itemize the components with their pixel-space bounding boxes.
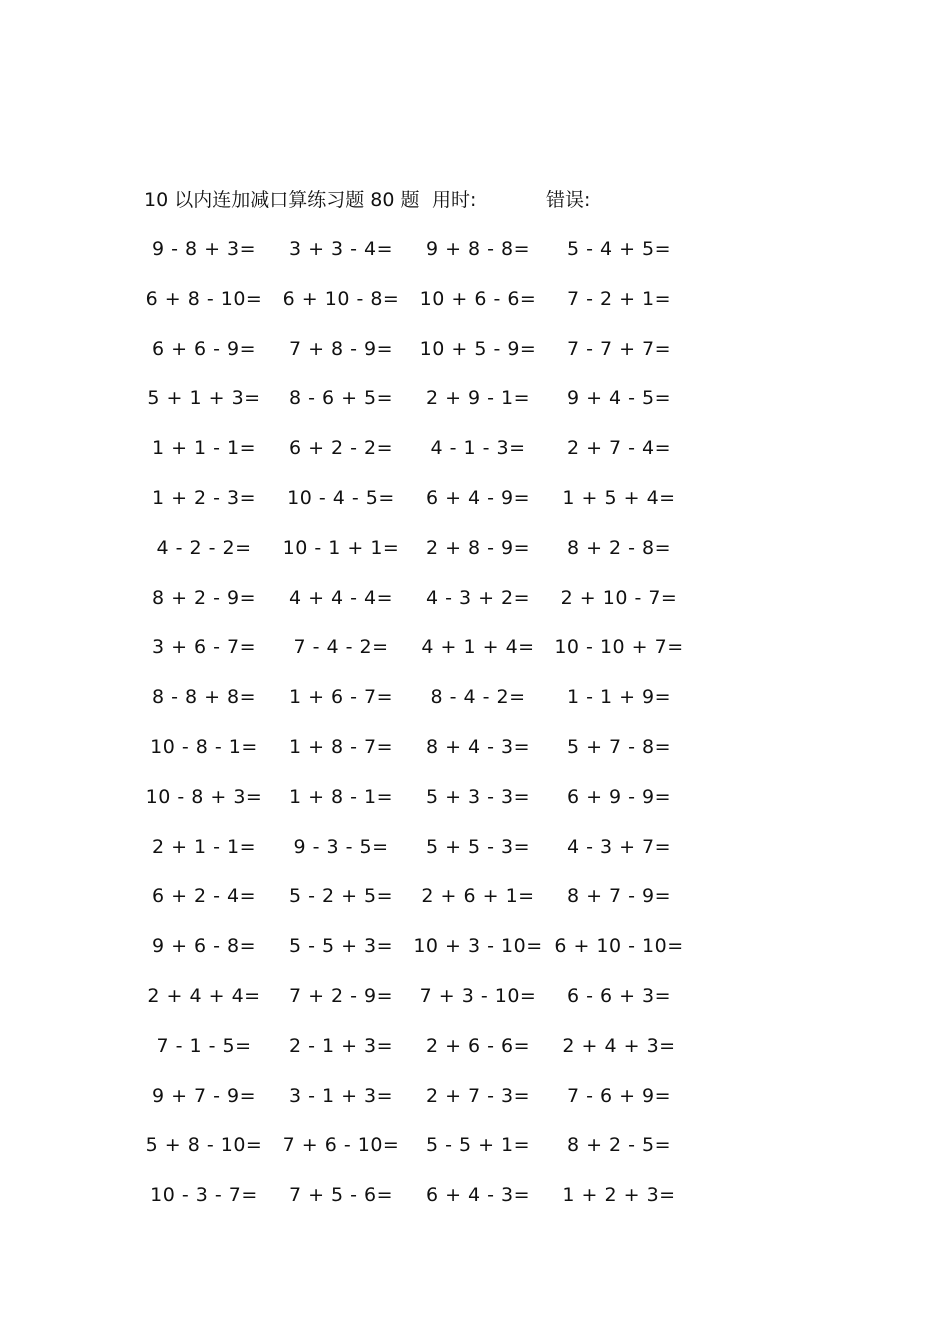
arithmetic-problem: 10 - 8 + 3= bbox=[145, 785, 263, 808]
arithmetic-problem: 10 + 3 - 10= bbox=[413, 935, 543, 958]
arithmetic-problem: 5 + 7 - 8= bbox=[566, 735, 672, 758]
arithmetic-problem: 9 + 8 - 8= bbox=[425, 238, 531, 260]
arithmetic-problem: 4 + 4 - 4= bbox=[288, 586, 394, 609]
arithmetic-problem: 8 - 6 + 5= bbox=[288, 387, 394, 410]
arithmetic-problem: 3 + 6 - 7= bbox=[151, 636, 257, 659]
problem-row bbox=[0, 1083, 950, 1133]
arithmetic-problem: 8 - 4 - 2= bbox=[430, 686, 526, 709]
problem-row bbox=[0, 1132, 950, 1182]
arithmetic-problem: 7 + 2 - 9= bbox=[288, 984, 394, 1007]
arithmetic-problem: 4 - 2 - 2= bbox=[156, 536, 252, 559]
arithmetic-problem: 8 + 7 - 9= bbox=[566, 885, 672, 908]
time-used-label: 用时: bbox=[432, 189, 477, 211]
arithmetic-problem: 8 + 2 - 8= bbox=[566, 536, 672, 559]
arithmetic-problem: 7 + 5 - 6= bbox=[288, 1184, 394, 1207]
arithmetic-problem: 6 + 10 - 8= bbox=[282, 287, 400, 310]
arithmetic-problem: 2 + 7 - 3= bbox=[425, 1084, 531, 1107]
arithmetic-problem: 9 + 6 - 8= bbox=[151, 935, 257, 958]
problem-row bbox=[0, 286, 950, 336]
arithmetic-problem: 8 + 2 - 9= bbox=[151, 586, 257, 609]
arithmetic-problem: 7 + 8 - 9= bbox=[288, 337, 394, 360]
arithmetic-problem: 2 + 8 - 9= bbox=[425, 536, 531, 559]
arithmetic-problem: 6 + 10 - 10= bbox=[554, 935, 684, 958]
problem-row bbox=[0, 535, 950, 585]
arithmetic-problem: 2 + 7 - 4= bbox=[566, 437, 672, 460]
arithmetic-problem: 6 + 4 - 3= bbox=[425, 1184, 531, 1207]
problem-row bbox=[0, 1033, 950, 1083]
arithmetic-problem: 6 + 2 - 4= bbox=[151, 885, 257, 908]
arithmetic-problem: 9 - 8 + 3= bbox=[151, 238, 257, 260]
arithmetic-problem: 5 - 4 + 5= bbox=[566, 238, 672, 260]
arithmetic-problem: 7 - 2 + 1= bbox=[566, 287, 672, 310]
problem-grid bbox=[0, 236, 950, 1232]
arithmetic-problem: 6 + 2 - 2= bbox=[288, 437, 394, 460]
arithmetic-problem: 7 - 1 - 5= bbox=[156, 1034, 252, 1057]
arithmetic-problem: 10 - 4 - 5= bbox=[287, 486, 395, 509]
problem-row bbox=[0, 435, 950, 485]
arithmetic-problem: 9 + 4 - 5= bbox=[566, 387, 672, 410]
arithmetic-problem: 10 - 3 - 7= bbox=[150, 1184, 258, 1207]
arithmetic-problem: 8 + 2 - 5= bbox=[566, 1134, 672, 1157]
arithmetic-problem: 6 + 6 - 9= bbox=[151, 337, 257, 360]
arithmetic-problem: 4 + 1 + 4= bbox=[421, 636, 535, 659]
arithmetic-problem: 1 + 6 - 7= bbox=[288, 686, 394, 709]
arithmetic-problem: 1 + 2 + 3= bbox=[562, 1184, 676, 1207]
arithmetic-problem: 1 - 1 + 9= bbox=[566, 686, 672, 709]
arithmetic-problem: 10 + 5 - 9= bbox=[419, 337, 537, 360]
arithmetic-problem: 10 - 8 - 1= bbox=[150, 735, 258, 758]
problem-row bbox=[0, 1182, 950, 1232]
arithmetic-problem: 9 + 7 - 9= bbox=[151, 1084, 257, 1107]
arithmetic-problem: 2 + 6 - 6= bbox=[425, 1034, 531, 1057]
problem-row bbox=[0, 784, 950, 834]
arithmetic-problem: 2 + 4 + 3= bbox=[562, 1034, 676, 1057]
problem-row bbox=[0, 883, 950, 933]
problem-row bbox=[0, 834, 950, 884]
problem-row bbox=[0, 933, 950, 983]
problem-row bbox=[0, 585, 950, 635]
arithmetic-problem: 5 + 3 - 3= bbox=[425, 785, 531, 808]
arithmetic-problem: 1 + 2 - 3= bbox=[151, 486, 257, 509]
arithmetic-problem: 6 + 9 - 9= bbox=[566, 785, 672, 808]
arithmetic-problem: 8 + 4 - 3= bbox=[425, 735, 531, 758]
arithmetic-problem: 2 - 1 + 3= bbox=[288, 1034, 394, 1057]
worksheet-title: 10 以内连加减口算练习题 80 题 bbox=[144, 189, 420, 211]
arithmetic-problem: 6 - 6 + 3= bbox=[566, 984, 672, 1007]
arithmetic-problem: 10 + 6 - 6= bbox=[419, 287, 537, 310]
problem-row bbox=[0, 684, 950, 734]
arithmetic-problem: 2 + 9 - 1= bbox=[425, 387, 531, 410]
arithmetic-problem: 1 + 1 - 1= bbox=[151, 437, 257, 460]
problem-row bbox=[0, 734, 950, 784]
error-count-label: 错误: bbox=[546, 189, 591, 211]
arithmetic-problem: 9 - 3 - 5= bbox=[293, 835, 389, 858]
arithmetic-problem: 7 + 6 - 10= bbox=[282, 1134, 400, 1157]
arithmetic-problem: 8 - 8 + 8= bbox=[151, 686, 257, 709]
arithmetic-problem: 6 + 8 - 10= bbox=[145, 287, 263, 310]
arithmetic-problem: 7 - 4 - 2= bbox=[293, 636, 389, 659]
problem-row bbox=[0, 485, 950, 535]
arithmetic-problem: 5 + 5 - 3= bbox=[425, 835, 531, 858]
arithmetic-problem: 1 + 8 - 7= bbox=[288, 735, 394, 758]
arithmetic-problem: 5 - 2 + 5= bbox=[288, 885, 394, 908]
arithmetic-problem: 7 + 3 - 10= bbox=[419, 984, 537, 1007]
arithmetic-problem: 2 + 6 + 1= bbox=[421, 885, 535, 908]
problem-row bbox=[0, 336, 950, 386]
arithmetic-problem: 1 + 8 - 1= bbox=[288, 785, 394, 808]
arithmetic-problem: 2 + 4 + 4= bbox=[147, 984, 261, 1007]
problem-row bbox=[0, 236, 950, 286]
arithmetic-problem: 3 + 3 - 4= bbox=[288, 238, 394, 260]
arithmetic-problem: 7 - 6 + 9= bbox=[566, 1084, 672, 1107]
arithmetic-problem: 2 + 10 - 7= bbox=[560, 586, 678, 609]
arithmetic-problem: 10 - 10 + 7= bbox=[554, 636, 684, 659]
arithmetic-problem: 6 + 4 - 9= bbox=[425, 486, 531, 509]
arithmetic-problem: 1 + 5 + 4= bbox=[562, 486, 676, 509]
problem-row bbox=[0, 385, 950, 435]
worksheet-header bbox=[0, 186, 950, 214]
arithmetic-problem: 4 - 3 + 2= bbox=[425, 586, 531, 609]
arithmetic-problem: 2 + 1 - 1= bbox=[151, 835, 257, 858]
arithmetic-problem: 5 - 5 + 1= bbox=[425, 1134, 531, 1157]
arithmetic-problem: 10 - 1 + 1= bbox=[282, 536, 400, 559]
arithmetic-problem: 3 - 1 + 3= bbox=[288, 1084, 394, 1107]
arithmetic-problem: 4 - 3 + 7= bbox=[566, 835, 672, 858]
problem-row bbox=[0, 983, 950, 1033]
arithmetic-problem: 5 + 8 - 10= bbox=[145, 1134, 263, 1157]
arithmetic-problem: 7 - 7 + 7= bbox=[566, 337, 672, 360]
arithmetic-problem: 4 - 1 - 3= bbox=[430, 437, 526, 460]
arithmetic-problem: 5 + 1 + 3= bbox=[147, 387, 261, 410]
problem-row bbox=[0, 634, 950, 684]
arithmetic-problem: 5 - 5 + 3= bbox=[288, 935, 394, 958]
